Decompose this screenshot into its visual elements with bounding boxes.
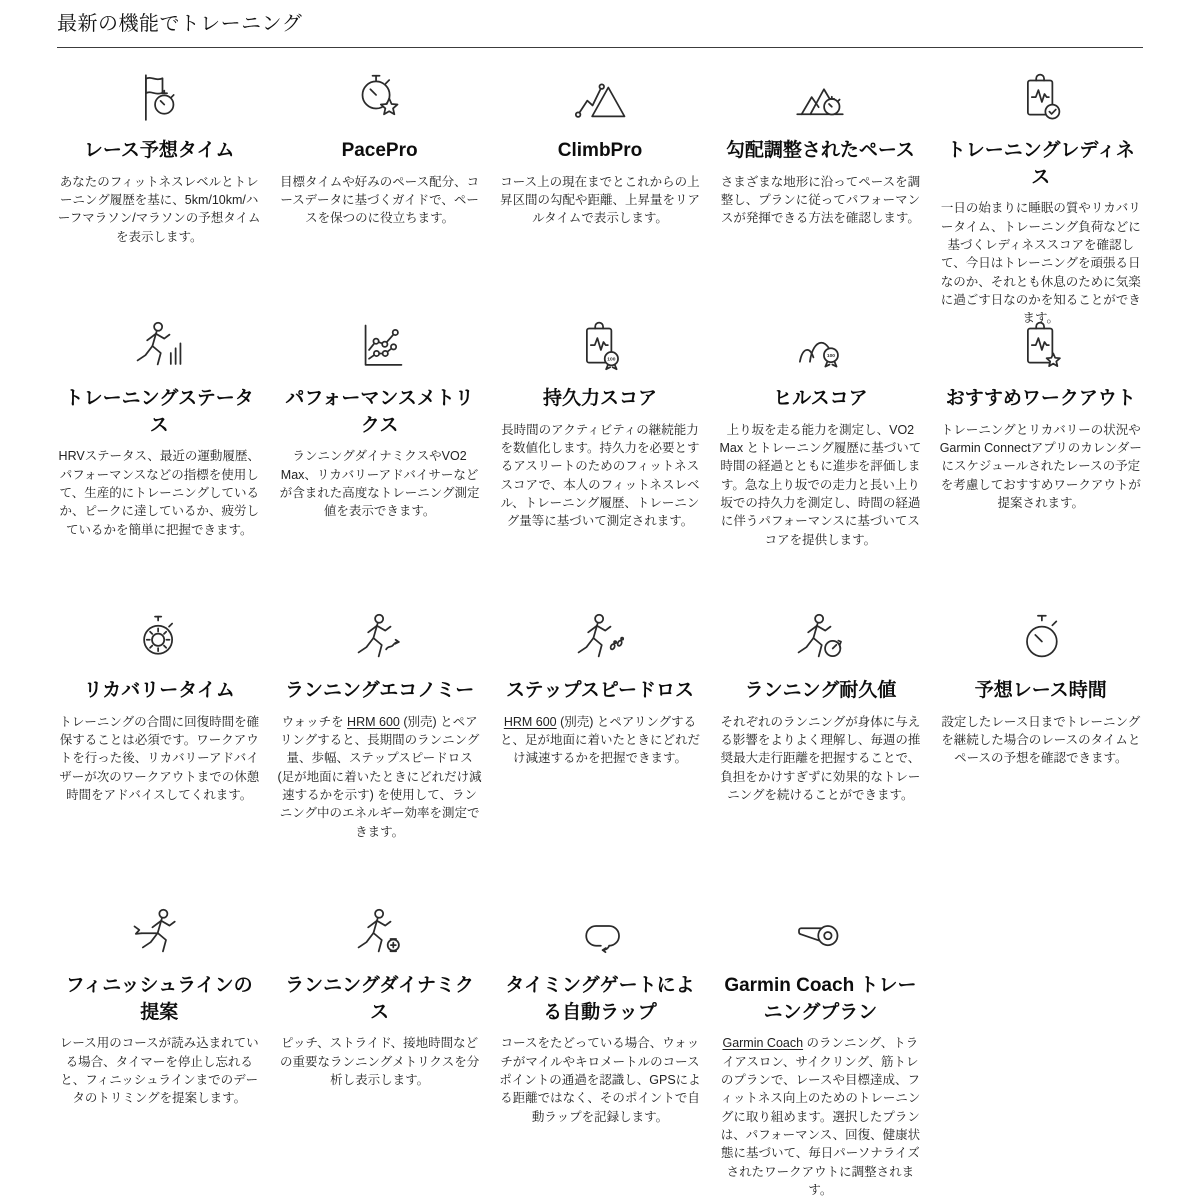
runner-gauge-icon: [718, 610, 922, 666]
feature-title: ランニングダイナミクス: [285, 975, 475, 1023]
feature-climbpro: [498, 70, 702, 228]
feature-running-endurance: [718, 610, 922, 804]
feature-grade-adjusted-pace: [718, 70, 922, 228]
feature-title: ランニング耐久値: [744, 680, 897, 701]
feature-hill-score: [718, 318, 922, 549]
feature-pacepro: [277, 70, 481, 228]
section-header: [57, 10, 1143, 48]
feature-title: ヒルスコア: [773, 388, 868, 409]
feature-description: ウォッチを HRM 600 (別売) とペアリングすると、長期間のランニング量、歩幅、ステップスピードロス (足が地面に着いたときにどれだけ減速するかを示す) を使用して、ランニング中のエネルギー効率を測定できます。: [277, 714, 482, 839]
hrm-600-link[interactable]: HRM 600: [503, 714, 557, 729]
feature-title: ランニングエコノミー: [284, 680, 475, 701]
feature-title: おすすめワークアウト: [945, 388, 1136, 409]
feature-description: あなたのフィットネスレベルとトレーニング履歴を基に、5km/10km/ハーフマラソン/マラソンの予想タイムを表示します。: [57, 174, 261, 244]
feature-description: トレーニングの合間に回復時間を確保することは必須です。ワークアウトを行った後、リカバリーアドバイザーが次のワークアウトまでの休憩時間をアドバイスしてくれます。: [59, 714, 260, 803]
whistle-icon: [718, 905, 922, 961]
feature-training-status: [57, 318, 261, 539]
clipboard-star-icon: [939, 318, 1143, 374]
feature-description: 上り坂を走る能力を測定し、VO2 Max とトレーニング履歴に基づいて時間の経過とともに進歩を評価します。急な上り坂での走力と長い上り坂での持久力を測定し、時間の経過に伴うパフォーマンスに基づいてスコアを提供します。: [719, 422, 922, 547]
feature-recovery-time: [57, 610, 261, 804]
feature-finish-line-suggestion: [57, 905, 261, 1108]
feature-description: トレーニングとリカバリーの状況やGarmin Connectアプリのカレンダーにスケジュールされたレースの予定を考慮しておすすめワークアウトが提案されます。: [939, 422, 1142, 511]
clipboard-check-icon: [939, 70, 1143, 126]
feature-description: ピッチ、ストライド、接地時間などの重要なランニングメトリクスを分析し表示します。: [279, 1036, 480, 1087]
feature-title: Garmin Coach トレーニングプラン: [724, 975, 917, 1023]
runner-finish-icon: [57, 905, 261, 961]
feature-title: 勾配調整されたペース: [725, 140, 915, 161]
features-grid: [57, 70, 1143, 1200]
feature-description: HRVステータス、最近の運動履歴、パフォーマンスなどの指標を使用して、生産的にトレーニングしているか、ピークに達しているか、疲労しているかを簡単に把握できます。: [58, 449, 260, 537]
feature-description: 設定したレース日までトレーニングを継続した場合のレースのタイムとペースの予想を確認できます。: [941, 714, 1141, 766]
section-title: 最新の機能でトレーニング: [57, 13, 303, 35]
chart-points-icon: [277, 318, 481, 374]
runner-watch-icon: [277, 905, 481, 961]
feature-running-economy: [277, 610, 481, 841]
mountains-medal-icon: [718, 318, 922, 374]
feature-title: タイミングゲートによる自動ラップ: [505, 975, 695, 1023]
feature-garmin-coach-plan: [718, 905, 922, 1200]
feature-title: フィニッシュラインの提案: [65, 975, 253, 1023]
feature-performance-metrics: [277, 318, 481, 521]
feature-recommended-workouts: [939, 318, 1143, 512]
feature-title: レース予想タイム: [83, 140, 235, 161]
clipboard-medal-icon: [498, 318, 702, 374]
feature-description: 長時間のアクティビティの継続能力を数値化します。持久力を必要とするアスリートのためのフィットネススコアで、本人のフィットネスレベル、トレーニング履歴、トレーニング量等に基づいて測定されます。: [500, 422, 700, 529]
mountain-graph-icon: [498, 70, 702, 126]
feature-title: ステップスピードロス: [505, 680, 695, 701]
garmin-coach-link[interactable]: Garmin Coach: [722, 1036, 804, 1051]
feature-running-dynamics: [277, 905, 481, 1089]
hrm-600-link[interactable]: HRM 600: [347, 714, 400, 729]
feature-description: コース上の現在までとこれからの上昇区間の勾配や距離、上昇量をリアルタイムで表示します。: [499, 174, 700, 226]
feature-description: 目標タイムや好みのペース配分、コースデータに基づくガイドで、ペースを保つのに役立ちます。: [280, 174, 480, 226]
feature-race-prediction-time: [57, 70, 261, 246]
feature-step-speed-loss: [498, 610, 702, 768]
feature-description: HRM 600 (別売) とペアリングすると、足が地面に着いたときにどれだけ減速するかを把握できます。: [499, 714, 700, 766]
runner-steps-icon: [498, 610, 702, 666]
feature-title: リカバリータイム: [83, 680, 235, 701]
feature-title: 持久力スコア: [542, 388, 657, 409]
loop-arrow-icon: [498, 905, 702, 961]
feature-description: 一日の始まりに睡眠の質やリカバリータイム、トレーニング負荷などに基づくレディネススコアを確認して、今日はトレーニングを頑張る日なのか、それとも休息のために気楽に過ごす日なのかを知ることができます。: [940, 201, 1141, 326]
feature-predicted-race-time: [939, 610, 1143, 768]
feature-title: トレーニングレディネス: [946, 140, 1135, 188]
flag-stopwatch-icon: [57, 70, 261, 126]
feature-training-readiness: [939, 70, 1143, 328]
mountains-stopwatch-icon: [718, 70, 922, 126]
feature-endurance-score: [498, 318, 702, 531]
feature-description: レース用のコースが読み込まれている場合、タイマーを停止し忘れると、フィニッシュラインまでのデータのトリミングを提案します。: [59, 1036, 259, 1106]
feature-title: パフォーマンスメトリクス: [285, 388, 474, 436]
feature-description: さまざまな地形に沿ってペースを調整し、プランに従ってパフォーマンスが発揮できる方法を確認します。: [720, 174, 921, 226]
feature-timing-gate-auto-lap: [498, 905, 702, 1126]
feature-description: ランニングダイナミクスやVO2 Max、リカバリーアドバイサーなどが含まれた高度なトレーニング測定値を表示できます。: [279, 449, 480, 519]
feature-title: PacePro: [341, 140, 418, 161]
feature-description: Garmin Coach のランニング、トライアスロン、サイクリング、筋トレのプランで、レースや目標達成、フィットネス向上のためのトレーニングに取り組めます。選択したプランは、パフォーマンス、回復、健康状態に基づいて、毎日パーソナライズされたワークアウトに調整されます。: [720, 1036, 921, 1198]
runner-arrow-icon: [277, 610, 481, 666]
feature-description: コースをたどっている場合、ウォッチがマイルやキロメートルのコースポイントの通過を認識し、GPSによる距離ではなく、そのポイントで自動ラップを記録します。: [499, 1036, 701, 1124]
feature-title: ClimbPro: [557, 140, 643, 161]
feature-title: トレーニングステータス: [64, 388, 254, 436]
feature-description: それぞれのランニングが身体に与える影響をよりよく理解し、毎週の推奨最大走行距離を把握することで、負担をかけすぎずに効果的なトレーニングを続けることができます。: [720, 714, 921, 803]
stopwatch-star-icon: [277, 70, 481, 126]
feature-title: 予想レース時間: [974, 680, 1107, 701]
recovery-dial-icon: [57, 610, 261, 666]
stopwatch-icon: [939, 610, 1143, 666]
runner-bars-icon: [57, 318, 261, 374]
